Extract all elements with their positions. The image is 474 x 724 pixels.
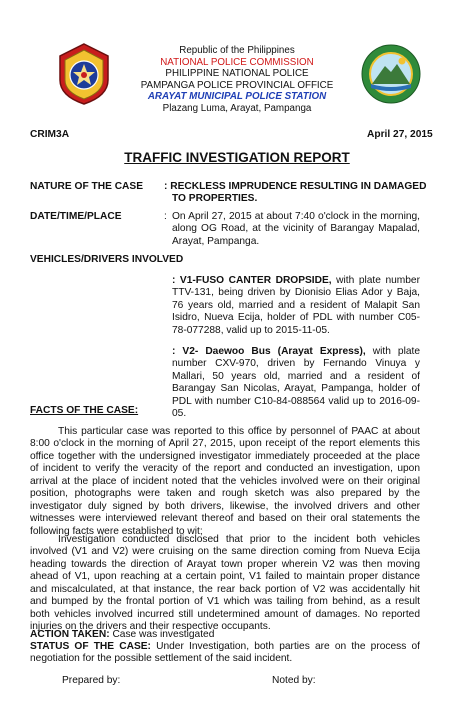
noted-by-label: Noted by: — [272, 675, 316, 686]
vehicle-2 — [172, 346, 420, 421]
header-address: Plazang Luma, Arayat, Pampanga — [162, 102, 312, 114]
nature-value-cont: TO PROPERTIES. — [172, 193, 258, 204]
header-republic: Republic of the Philippines — [179, 45, 295, 56]
pnp-badge-icon — [56, 42, 112, 106]
report-date: April 27, 2015 — [367, 129, 433, 140]
reference-code: CRIM3A — [30, 129, 70, 140]
vehicle-1-details: with plate number TTV-131, being driven by Dionisio Elias Ador y Baja, 76 years old, married and a resident of Malapit San Isidro, Nueva Ecija, holder of PDL with number C05-78-077288, valid up to 2015-11-05. — [172, 275, 420, 336]
arayat-seal-logo — [361, 44, 421, 104]
dtp-colon: : — [164, 211, 167, 222]
dtp-label: DATE/TIME/PLACE — [30, 211, 122, 222]
header-napolcom: NATIONAL POLICE COMMISSION — [160, 56, 314, 68]
arayat-seal-icon — [361, 44, 421, 104]
vehicle-1 — [172, 275, 420, 337]
nature-label: NATURE OF THE CASE — [30, 181, 144, 192]
header-pnp: PHILIPPINE NATIONAL POLICE — [165, 68, 309, 80]
facts-heading: FACTS OF THE CASE: — [30, 405, 139, 416]
header-station: ARAYAT MUNICIPAL POLICE STATION — [147, 91, 327, 103]
case-status-label: STATUS OF THE CASE: — [30, 641, 151, 652]
header-provincial-office: PAMPANGA POLICE PROVINCIAL OFFICE — [140, 79, 334, 91]
dtp-value: On April 27, 2015 at about 7:40 o'clock in the morning, along OG Road, at the vicinity of Barangay Mapalad, Arayat, Pampanga. — [172, 211, 420, 247]
facts-paragraph-2: Investigation conducted disclosed that prior to the incident both vehicles involved (V1 and V2) were cruising on the same direction coming from Nueva Ecija heading towards the direction of Arayat town proper wherein V2 was then moving ahead of V1, upon reaching at a certain point, V1 failed to maintain proper distance and miscalculated, at that instance, the rear back portion of V2 was accidentally hit and bumped by the frontal portion of V1 which was tailing from behind, as a result both vehicles involved incurred still undetermined amount of damages. No reported injuries on the drivers and their respective occupants. — [30, 534, 420, 633]
action-taken-label: ACTION TAKEN: — [30, 629, 110, 640]
report-title: TRAFFIC INVESTIGATION REPORT — [124, 150, 350, 165]
action-taken-value: Case was investigated — [109, 629, 215, 640]
vehicle-2-name: : V2- Daewoo Bus (Arayat Express), — [172, 346, 366, 357]
case-status-value: Under Investigation, both parties are on the process of negotiation for the possible settlement of the said incident. — [30, 641, 420, 665]
letterhead — [120, 45, 354, 115]
vehicles-heading: VEHICLES/DRIVERS INVOLVED — [30, 254, 184, 265]
pnp-logo — [56, 42, 112, 106]
vehicle-1-name: : V1-FUSO CANTER DROPSIDE, — [172, 275, 332, 286]
action-taken — [30, 629, 214, 641]
vehicle-2-details: with plate number CXV-970, driven by Fernando Vinuya y Mallari, 50 years old, married and a resident of Barangay San Nicolas, Arayat, Pampanga, holder of PDL with number C10-84-088564 valid up to 2016-09-05. — [172, 346, 420, 420]
facts-paragraph-1: This particular case was reported to this office by personnel of PAAC at about 8:00 o'clock in the morning of April 27, 2015, upon receipt of the report elements this office together with the undersigned investigator immediately proceeded at the place of incident to verify the veracity of the report and conducted an investigation, upon arrival at the place of incident noted that the vehicles involved were on their original position, photographs were taken and rough sketch was also prepared by the investigator duly signed by both drivers, likewise, the involved drivers and other witnesses were interviewed relevant thereof and based on their oral statements the following facts were established to wit; — [30, 426, 420, 537]
case-status — [30, 641, 420, 666]
nature-value: : RECKLESS IMPRUDENCE RESULTING IN DAMAGED — [164, 181, 427, 192]
prepared-by-label: Prepared by: — [62, 675, 121, 686]
